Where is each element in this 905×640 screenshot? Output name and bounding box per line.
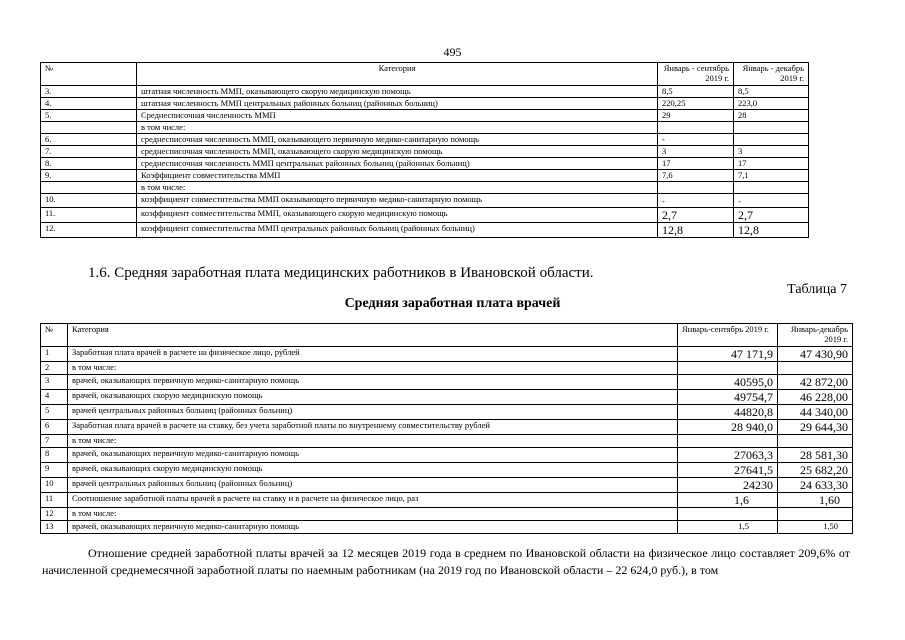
row-category: врачей, оказывающих первичную медико-санитарную помощь (68, 521, 678, 534)
row-number: 5 (41, 405, 68, 420)
row-value-jan-dec: 1,50 (778, 521, 853, 534)
row-category: штатная численность ММП центральных районных больниц (районных больниц) (137, 98, 658, 110)
row-value-jan-sep: 220,25 (658, 98, 734, 110)
row-category: Соотношение заработной платы врачей в расчете на ставку и в расчете на физическое лицо, раз (68, 493, 678, 508)
row-value-jan-dec: 7,1 (734, 170, 809, 182)
row-number: 6 (41, 420, 68, 435)
row-value-jan-dec (778, 435, 853, 448)
table-row (41, 223, 809, 238)
row-value-jan-sep: 24230 (678, 478, 778, 493)
table-row (41, 420, 853, 435)
row-category: врачей, оказывающих скорую медицинскую помощь (68, 463, 678, 478)
row-category: Заработная плата врачей в расчете на ставку, без учета заработной платы по внутреннему совместительству рублей (68, 420, 678, 435)
table-row (41, 463, 853, 478)
row-value-jan-dec: 47 430,90 (778, 347, 853, 362)
header-jan-sep: Январь - сентябрь 2019 г. (658, 63, 734, 86)
row-number: 10 (41, 478, 68, 493)
paragraph-text: Отношение средней заработной платы врачей за 12 месяцев 2019 года в среднем по Ивановской области на физическое лицо составляет 209,6% от начисленной среднемесячной заработной платы по наемным работникам (на 2019 год по Ивановской области – 22 624,0 руб.), в том (42, 546, 850, 577)
row-number: 12. (41, 223, 137, 238)
row-number: 4. (41, 98, 137, 110)
row-value-jan-dec: 1,60 (778, 493, 853, 508)
row-value-jan-dec: 223,0 (734, 98, 809, 110)
row-value-jan-dec: 12,8 (734, 223, 809, 238)
table-row (41, 86, 809, 98)
table-row (41, 122, 809, 134)
table-row (41, 194, 809, 208)
body-paragraph (42, 545, 850, 579)
row-number (41, 122, 137, 134)
table-row (41, 347, 853, 362)
row-value-jan-sep: 29 (658, 110, 734, 122)
table-row (41, 362, 853, 375)
row-value-jan-sep: 2,7 (658, 208, 734, 223)
row-number: 9. (41, 170, 137, 182)
row-number: 1 (41, 347, 68, 362)
row-value-jan-dec: 28 581,30 (778, 448, 853, 463)
table-row (41, 134, 809, 146)
row-number: 7 (41, 435, 68, 448)
row-category: в том числе: (137, 122, 658, 134)
row-value-jan-sep (678, 508, 778, 521)
row-value-jan-sep: 27641,5 (678, 463, 778, 478)
table-row (41, 493, 853, 508)
header-number: № (41, 324, 68, 347)
table-row (41, 146, 809, 158)
row-value-jan-dec: 24 633,30 (778, 478, 853, 493)
row-number: 7. (41, 146, 137, 158)
row-value-jan-dec: 3 (734, 146, 809, 158)
row-value-jan-dec (778, 508, 853, 521)
row-value-jan-sep (678, 435, 778, 448)
row-value-jan-dec: 8,5 (734, 86, 809, 98)
row-value-jan-dec: - (734, 194, 809, 208)
row-number: 4 (41, 390, 68, 405)
row-number: 13 (41, 521, 68, 534)
row-number: 5. (41, 110, 137, 122)
row-value-jan-sep (678, 362, 778, 375)
row-value-jan-sep: 28 940,0 (678, 420, 778, 435)
table-row (41, 158, 809, 170)
row-value-jan-sep: 40595,0 (678, 375, 778, 390)
row-number: 3. (41, 86, 137, 98)
row-category: врачей, оказывающих первичную медико-санитарную помощь (68, 448, 678, 463)
header-number: № (41, 63, 137, 86)
row-number: 6. (41, 134, 137, 146)
section-heading: 1.6. Средняя заработная плата медицинских работников в Ивановской области. (88, 265, 594, 281)
row-category: врачей центральных районных больниц (районных больниц) (68, 478, 678, 493)
row-number: 3 (41, 375, 68, 390)
staff-table (40, 62, 809, 238)
row-category: в том числе: (68, 362, 678, 375)
row-category: в том числе: (137, 182, 658, 194)
table-title: Средняя заработная плата врачей (344, 296, 561, 311)
row-value-jan-dec (778, 362, 853, 375)
row-value-jan-dec: 42 872,00 (778, 375, 853, 390)
header-jan-dec: Январь-декабрь 2019 г. (778, 324, 853, 347)
table-row (41, 478, 853, 493)
table-row (41, 508, 853, 521)
header-category: Категория (68, 324, 678, 347)
row-value-jan-sep: 27063,3 (678, 448, 778, 463)
row-category: Коэффициент совместительства ММП (137, 170, 658, 182)
header-category: Категория (137, 63, 658, 86)
row-category: врачей, оказывающих первичную медико-санитарную помощь (68, 375, 678, 390)
row-category: коэффициент совместительства ММП центральных районных больниц (районных больниц) (137, 223, 658, 238)
row-value-jan-dec: 17 (734, 158, 809, 170)
row-value-jan-sep: 3 (658, 146, 734, 158)
row-number: 11 (41, 493, 68, 508)
row-value-jan-dec: 25 682,20 (778, 463, 853, 478)
row-number: 8 (41, 448, 68, 463)
row-value-jan-sep: 12,8 (658, 223, 734, 238)
row-value-jan-sep: 1,5 (678, 521, 778, 534)
row-value-jan-dec (734, 182, 809, 194)
row-category: врачей центральных районных больниц (районных больниц) (68, 405, 678, 420)
row-category: коэффициент совместительства ММП, оказывающего скорую медицинскую помощь (137, 208, 658, 223)
row-value-jan-dec: 28 (734, 110, 809, 122)
table-header-row (41, 324, 853, 347)
table-row (41, 448, 853, 463)
row-category: штатная численность ММП, оказывающего скорую медицинскую помощь (137, 86, 658, 98)
row-category: Среднесписочная численность ММП (137, 110, 658, 122)
row-value-jan-sep: 44820,8 (678, 405, 778, 420)
row-value-jan-sep: 17 (658, 158, 734, 170)
row-number: 2 (41, 362, 68, 375)
row-value-jan-dec: 46 228,00 (778, 390, 853, 405)
row-category: среднесписочная численность ММП, оказывающего скорую медицинскую помощь (137, 146, 658, 158)
table-header-row (41, 63, 809, 86)
row-value-jan-dec: 2,7 (734, 208, 809, 223)
row-number: 8. (41, 158, 137, 170)
row-number (41, 182, 137, 194)
row-value-jan-sep: - (658, 134, 734, 146)
row-value-jan-sep: 8,5 (658, 86, 734, 98)
table-row (41, 98, 809, 110)
row-number: 12 (41, 508, 68, 521)
row-value-jan-dec (734, 122, 809, 134)
header-jan-dec: Январь - декабрь 2019 г. (734, 63, 809, 86)
row-value-jan-sep: 49754,7 (678, 390, 778, 405)
table-row (41, 435, 853, 448)
table-row (41, 375, 853, 390)
salary-table (40, 323, 853, 534)
row-category: среднесписочная численность ММП центральных районных больниц (районных больниц) (137, 158, 658, 170)
row-category: врачей, оказывающих скорую медицинскую помощь (68, 390, 678, 405)
row-category: коэффициент совместительства ММП оказывающего первичную медико-санитарную помощь (137, 194, 658, 208)
row-number: 10. (41, 194, 137, 208)
table-row (41, 110, 809, 122)
row-number: 11. (41, 208, 137, 223)
row-value-jan-sep (658, 182, 734, 194)
row-value-jan-sep: 7,6 (658, 170, 734, 182)
row-value-jan-dec: 29 644,30 (778, 420, 853, 435)
row-value-jan-sep: - (658, 194, 734, 208)
table-row (41, 170, 809, 182)
row-value-jan-dec (734, 134, 809, 146)
row-number: 9 (41, 463, 68, 478)
row-category: Заработная плата врачей в расчете на физическое лицо, рублей (68, 347, 678, 362)
row-value-jan-sep: 1,6 (678, 493, 778, 508)
row-value-jan-sep: 47 171,9 (678, 347, 778, 362)
row-category: среднесписочная численность ММП, оказывающего первичную медико-санитарную помощь (137, 134, 658, 146)
table-row (41, 390, 853, 405)
row-value-jan-dec: 44 340,00 (778, 405, 853, 420)
table-label: Таблица 7 (787, 282, 847, 297)
page-number: 495 (443, 45, 462, 59)
row-category: в том числе: (68, 435, 678, 448)
row-category: в том числе: (68, 508, 678, 521)
header-jan-sep: Январь-сентябрь 2019 г. (678, 324, 778, 347)
table-row (41, 208, 809, 223)
table-row (41, 521, 853, 534)
row-value-jan-sep (658, 122, 734, 134)
table-row (41, 405, 853, 420)
table-row (41, 182, 809, 194)
